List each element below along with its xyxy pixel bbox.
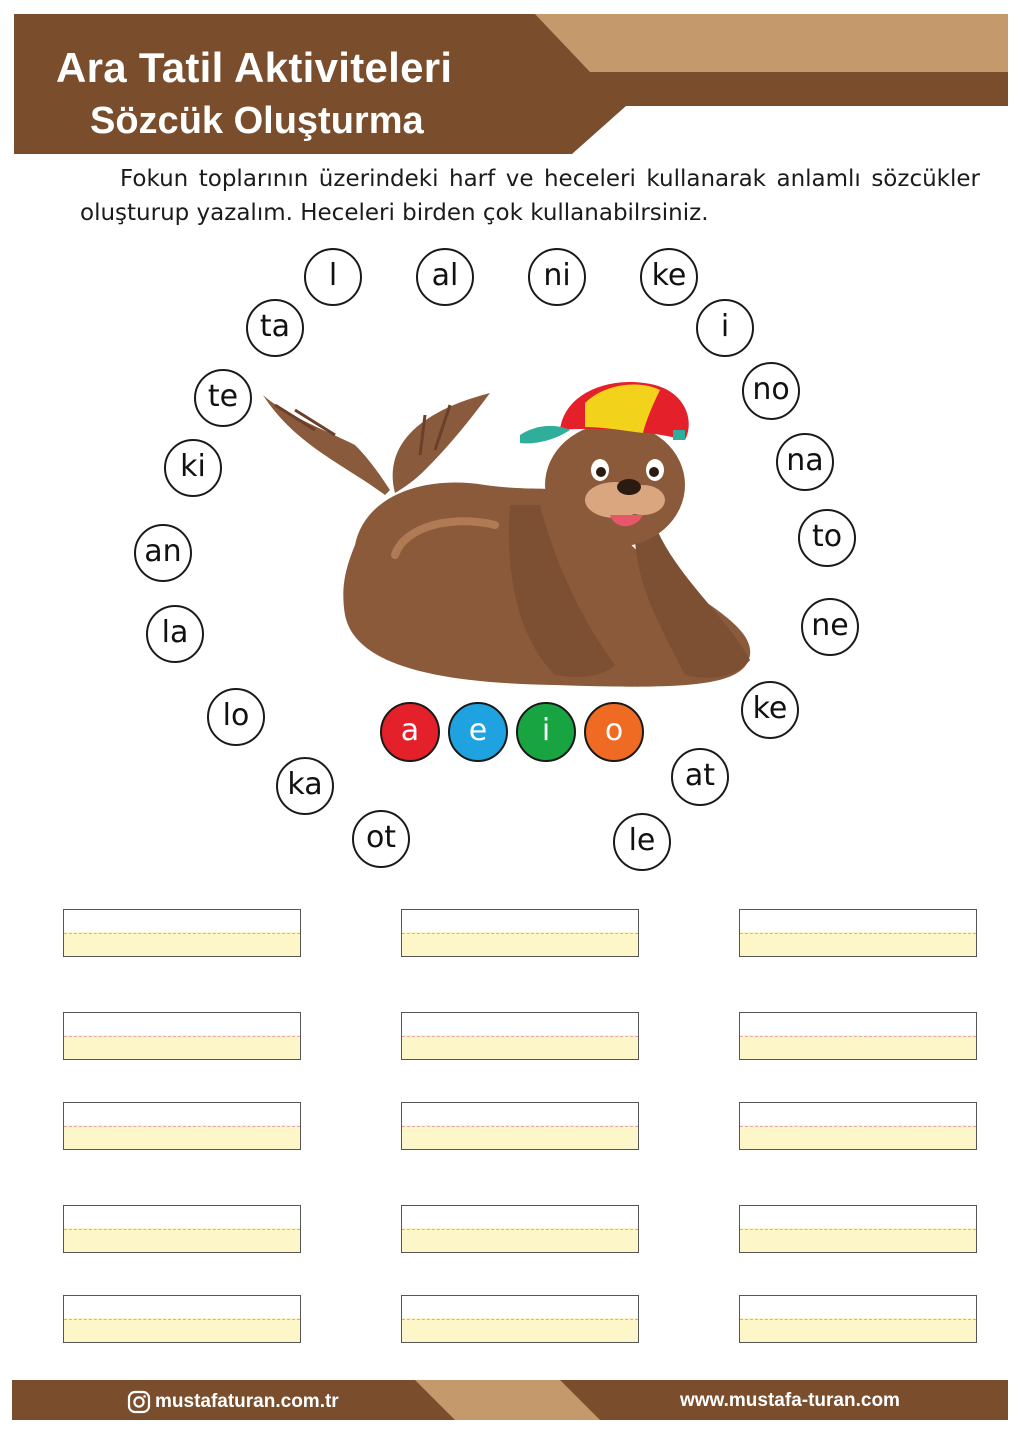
word-answer-field[interactable] bbox=[739, 1205, 977, 1253]
instructions-text: Fokun toplarının üzerindeki harf ve heceleri kullanarak anlamlı sözcükler oluşturup yazalım. Heceleri birden çok kullanabilrsiniz. bbox=[80, 166, 980, 226]
syllable-bubble: ke bbox=[640, 248, 698, 306]
instagram-handle: mustafaturan.com.tr bbox=[155, 1391, 339, 1412]
word-answer-field[interactable] bbox=[63, 1205, 301, 1253]
syllable-bubble: i bbox=[696, 299, 754, 357]
word-answer-field[interactable] bbox=[401, 1295, 639, 1343]
syllable-bubble: le bbox=[613, 813, 671, 871]
vowel-ball-e: e bbox=[448, 702, 508, 762]
word-answer-field[interactable] bbox=[401, 909, 639, 957]
word-answer-field[interactable] bbox=[739, 1102, 977, 1150]
word-answer-field[interactable] bbox=[401, 1205, 639, 1253]
word-answer-field[interactable] bbox=[63, 1012, 301, 1060]
syllable-bubble: te bbox=[194, 369, 252, 427]
syllable-bubble: ni bbox=[528, 248, 586, 306]
page-title: Ara Tatil Aktiviteleri bbox=[56, 44, 453, 91]
footer-website-link[interactable]: www.mustafa-turan.com bbox=[680, 1390, 900, 1411]
word-answer-field[interactable] bbox=[739, 1295, 977, 1343]
word-answer-field[interactable] bbox=[63, 1102, 301, 1150]
syllable-bubble: la bbox=[146, 605, 204, 663]
word-answer-field[interactable] bbox=[401, 1012, 639, 1060]
syllable-bubble: ka bbox=[276, 757, 334, 815]
syllable-bubble: al bbox=[416, 248, 474, 306]
syllable-bubble: na bbox=[776, 433, 834, 491]
syllable-bubble: ot bbox=[352, 810, 410, 868]
syllable-bubble: ne bbox=[801, 598, 859, 656]
word-answer-field[interactable] bbox=[739, 1012, 977, 1060]
syllable-bubble: at bbox=[671, 748, 729, 806]
vowel-ball-a: a bbox=[380, 702, 440, 762]
syllable-bubble: to bbox=[798, 509, 856, 567]
syllable-bubble: ki bbox=[164, 439, 222, 497]
seal-with-cap-icon bbox=[255, 375, 765, 700]
vowel-ball-o: o bbox=[584, 702, 644, 762]
word-answer-field[interactable] bbox=[63, 909, 301, 957]
page-subtitle: Sözcük Oluşturma bbox=[90, 100, 424, 142]
syllable-bubble: an bbox=[134, 524, 192, 582]
word-answer-field[interactable] bbox=[63, 1295, 301, 1343]
syllable-bubble: ta bbox=[246, 299, 304, 357]
syllable-bubble: ke bbox=[741, 681, 799, 739]
footer-instagram[interactable] bbox=[127, 1388, 339, 1416]
syllable-bubble: l bbox=[304, 248, 362, 306]
word-answer-field[interactable] bbox=[401, 1102, 639, 1150]
word-answer-field[interactable] bbox=[739, 909, 977, 957]
syllable-bubble: lo bbox=[207, 688, 265, 746]
instagram-icon bbox=[127, 1390, 151, 1414]
syllable-bubble: no bbox=[742, 362, 800, 420]
vowel-ball-i: i bbox=[516, 702, 576, 762]
